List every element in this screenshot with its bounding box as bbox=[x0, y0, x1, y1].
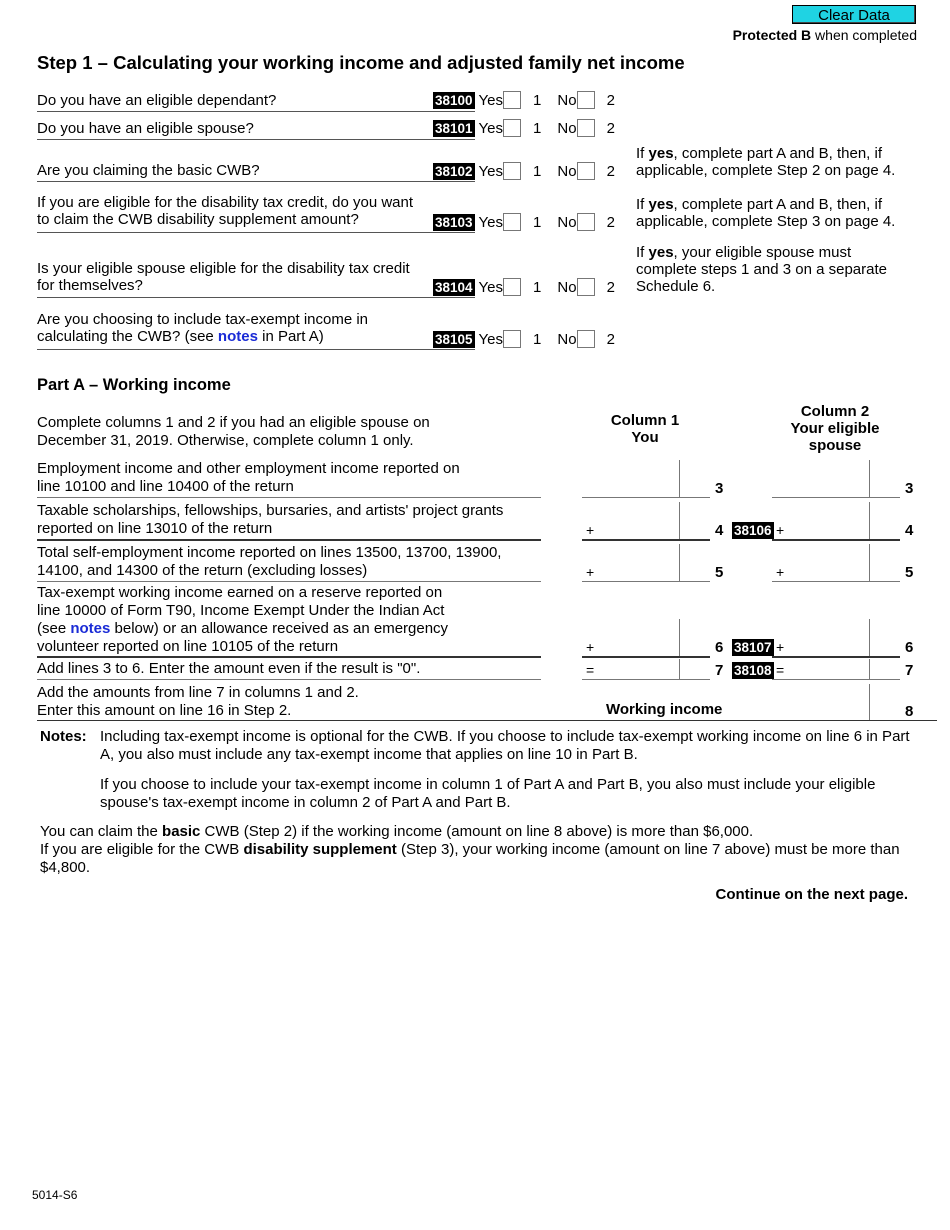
no-value: 2 bbox=[606, 278, 615, 296]
no-label: No bbox=[557, 213, 577, 231]
yes-value: 1 bbox=[533, 119, 542, 137]
question-line: Are you choosing to include tax-exempt income in bbox=[37, 311, 369, 328]
eligibility-text bbox=[40, 823, 920, 877]
plus-operator: + bbox=[776, 564, 785, 580]
line-number: 7 bbox=[715, 662, 724, 679]
yes-label: Yes bbox=[478, 330, 504, 348]
plus-operator: + bbox=[776, 639, 785, 655]
no-label: No bbox=[557, 330, 577, 348]
cents-divider bbox=[679, 659, 680, 679]
hint-bold: yes bbox=[648, 244, 674, 261]
clear-data-button[interactable]: Clear Data bbox=[792, 5, 916, 24]
cents-divider bbox=[679, 502, 680, 539]
yes-no-38102 bbox=[433, 162, 615, 180]
no-label: No bbox=[557, 119, 577, 137]
question-text-38104 bbox=[37, 260, 410, 294]
divider bbox=[37, 297, 475, 298]
line-text: Taxable scholarships, fellowships, bursaries, and artists' project grants bbox=[37, 502, 504, 519]
line8-description bbox=[37, 684, 359, 720]
line-number: 6 bbox=[715, 639, 724, 656]
text: If you are eligible for the CWB bbox=[40, 841, 244, 858]
notes-link[interactable]: notes bbox=[217, 328, 258, 345]
yes-checkbox-38102[interactable] bbox=[503, 162, 521, 180]
line-number: 5 bbox=[715, 564, 724, 581]
yes-label: Yes bbox=[478, 119, 504, 137]
line6-col1-input[interactable] bbox=[582, 619, 710, 658]
continue-next-page: Continue on the next page. bbox=[715, 886, 908, 903]
protected-b-bold: Protected B bbox=[732, 27, 812, 43]
hint-text: If bbox=[636, 196, 649, 213]
notes-label: Notes: bbox=[40, 728, 87, 745]
question-line: for themselves? bbox=[37, 277, 143, 294]
question-line: Is your eligible spouse eligible for the disability tax credit bbox=[37, 260, 410, 277]
line-text: line 10000 of Form T90, Income Exempt Under the Indian Act bbox=[37, 602, 445, 619]
question-line: If you are eligible for the disability tax credit, do you want bbox=[37, 194, 414, 211]
equals-operator: = bbox=[776, 662, 785, 678]
form-id: 5014-S6 bbox=[32, 1188, 78, 1202]
yes-label: Yes bbox=[478, 278, 504, 296]
no-value: 2 bbox=[606, 162, 615, 180]
line4-description bbox=[37, 502, 503, 538]
field-code: 38101 bbox=[435, 120, 473, 136]
question-line: calculating the CWB? (see bbox=[37, 328, 218, 345]
line5-description bbox=[37, 544, 501, 580]
plus-operator: + bbox=[586, 639, 595, 655]
step1-title: Step 1 – Calculating your working income and adjusted family net income bbox=[37, 52, 685, 73]
column1-header bbox=[585, 412, 705, 446]
divider bbox=[37, 581, 541, 582]
line7-col2-input[interactable] bbox=[772, 659, 900, 680]
text: (Step 3), your working income (amount on line 7 above) must be more than $4,800. bbox=[40, 841, 900, 876]
hint-text: If bbox=[636, 145, 649, 162]
no-value: 2 bbox=[606, 330, 615, 348]
divider bbox=[37, 539, 541, 541]
line-text: (see bbox=[37, 620, 71, 637]
protected-b-label bbox=[733, 27, 917, 43]
cents-divider bbox=[679, 619, 680, 656]
hint-text: applicable, complete Step 3 on page 4. bbox=[636, 213, 896, 230]
no-value: 2 bbox=[606, 119, 615, 137]
column-header-line: Column 1 bbox=[610, 412, 680, 429]
line-text: below) or an allowance received as an emergency bbox=[110, 620, 449, 637]
notes-link[interactable]: notes bbox=[70, 620, 111, 637]
divider bbox=[37, 497, 541, 498]
column-header-line: Your eligible bbox=[790, 420, 880, 437]
no-checkbox-38102[interactable] bbox=[577, 162, 595, 180]
field-code: 38107 bbox=[734, 640, 772, 655]
bold-text: disability supplement bbox=[243, 841, 397, 858]
intro-line: December 31, 2019. Otherwise, complete column 1 only. bbox=[37, 432, 414, 449]
part-a-title: Part A – Working income bbox=[37, 376, 231, 394]
question-text-38100: Do you have an eligible dependant? bbox=[37, 92, 277, 109]
question-text-38102: Are you claiming the basic CWB? bbox=[37, 162, 260, 179]
cents-divider bbox=[679, 544, 680, 581]
yes-checkbox-38100[interactable] bbox=[503, 91, 521, 109]
field-code: 38102 bbox=[435, 163, 473, 179]
yes-no-38103 bbox=[433, 213, 615, 231]
column-header-line: Column 2 bbox=[800, 403, 870, 420]
equals-operator: = bbox=[586, 662, 595, 678]
hint-38103 bbox=[636, 196, 895, 230]
hint-bold: yes bbox=[648, 196, 674, 213]
line4-col1-input[interactable] bbox=[582, 502, 710, 541]
divider bbox=[37, 181, 475, 182]
no-checkbox-38100[interactable] bbox=[577, 91, 595, 109]
field-code: 38105 bbox=[435, 331, 473, 347]
plus-operator: + bbox=[586, 522, 595, 538]
line6-col2-input[interactable] bbox=[772, 619, 900, 658]
line-text: Total self-employment income reported on lines 13500, 13700, 13900, bbox=[37, 544, 502, 561]
line-text: Tax-exempt working income earned on a reserve reported on bbox=[37, 584, 443, 601]
field-code: 38106 bbox=[734, 523, 772, 538]
column-header-line: You bbox=[631, 429, 659, 446]
no-value: 2 bbox=[606, 213, 615, 231]
hint-text: complete steps 1 and 3 on a separate bbox=[636, 261, 888, 278]
question-text-38105 bbox=[37, 311, 368, 345]
divider bbox=[37, 720, 937, 721]
line-text: line 10100 and line 10400 of the return bbox=[37, 478, 294, 495]
plus-operator: + bbox=[586, 564, 595, 580]
yes-value: 1 bbox=[533, 213, 542, 231]
yes-no-38100 bbox=[433, 91, 615, 109]
working-income-label: Working income bbox=[606, 701, 723, 718]
line-text: Enter this amount on line 16 in Step 2. bbox=[37, 702, 292, 719]
hint-bold: yes bbox=[648, 145, 674, 162]
question-text-38103 bbox=[37, 194, 413, 228]
field-code: 38100 bbox=[435, 92, 473, 108]
protected-b-rest: when completed bbox=[811, 27, 917, 43]
cents-divider bbox=[869, 619, 870, 656]
line-text: reported on line 13010 of the return bbox=[37, 520, 273, 537]
yes-value: 1 bbox=[533, 330, 542, 348]
field-code: 38104 bbox=[435, 279, 473, 295]
line5-col1-input[interactable] bbox=[582, 544, 710, 582]
no-label: No bbox=[557, 162, 577, 180]
column-header-line: spouse bbox=[808, 437, 862, 454]
line5-col2-input[interactable] bbox=[772, 544, 900, 582]
yes-checkbox-38105[interactable] bbox=[503, 330, 521, 348]
plus-operator: + bbox=[776, 522, 785, 538]
hint-38104 bbox=[636, 244, 887, 295]
yes-no-38104 bbox=[433, 278, 615, 296]
no-checkbox-38101[interactable] bbox=[577, 119, 595, 137]
field-code: 38108 bbox=[734, 663, 772, 678]
text: You can claim the bbox=[40, 823, 163, 840]
hint-text: Schedule 6. bbox=[636, 278, 716, 295]
hint-text: applicable, complete Step 2 on page 4. bbox=[636, 162, 896, 179]
no-checkbox-38105[interactable] bbox=[577, 330, 595, 348]
no-label: No bbox=[557, 91, 577, 109]
note-paragraph: Including tax-exempt income is optional for the CWB. If you choose to include tax-exempt working income on line 6 in Part A, you also must include any tax-exempt income that applies on line 10 in Part B. bbox=[100, 728, 910, 763]
cents-divider bbox=[869, 502, 870, 539]
hint-text: , complete part A and B, then, if bbox=[673, 145, 883, 162]
yes-no-38105 bbox=[433, 330, 615, 348]
question-line: in Part A) bbox=[257, 328, 324, 345]
no-value: 2 bbox=[606, 91, 615, 109]
line-number: 7 bbox=[905, 662, 914, 679]
text: CWB (Step 2) if the working income (amount on line 8 above) is more than $6,000. bbox=[200, 823, 754, 840]
yes-label: Yes bbox=[478, 162, 504, 180]
line7-description: Add lines 3 to 6. Enter the amount even if the result is "0". bbox=[37, 660, 421, 677]
cents-divider bbox=[869, 544, 870, 581]
line-text: Add the amounts from line 7 in columns 1 and 2. bbox=[37, 684, 359, 701]
divider bbox=[37, 656, 541, 658]
line-number: 4 bbox=[715, 522, 724, 539]
divider bbox=[37, 139, 475, 140]
yes-value: 1 bbox=[533, 91, 542, 109]
line3-col2-input[interactable] bbox=[772, 460, 900, 498]
field-code: 38103 bbox=[435, 214, 473, 230]
cents-divider bbox=[869, 460, 870, 497]
no-checkbox-38104[interactable] bbox=[577, 278, 595, 296]
line8-working-income-input[interactable] bbox=[772, 684, 900, 720]
hint-text: , complete part A and B, then, if bbox=[673, 196, 883, 213]
yes-value: 1 bbox=[533, 278, 542, 296]
no-label: No bbox=[557, 278, 577, 296]
question-text-38101: Do you have an eligible spouse? bbox=[37, 120, 254, 137]
yes-value: 1 bbox=[533, 162, 542, 180]
line-number: 8 bbox=[905, 703, 914, 720]
yes-no-38101 bbox=[433, 119, 615, 137]
bold-text: basic bbox=[162, 823, 201, 840]
divider bbox=[37, 679, 541, 680]
line-text: Employment income and other employment income reported on bbox=[37, 460, 460, 477]
line3-col1-input[interactable] bbox=[582, 460, 710, 498]
yes-label: Yes bbox=[478, 91, 504, 109]
line6-description bbox=[37, 584, 448, 656]
yes-checkbox-38104[interactable] bbox=[503, 278, 521, 296]
yes-label: Yes bbox=[478, 213, 504, 231]
line4-col2-input[interactable] bbox=[772, 502, 900, 541]
question-line: to claim the CWB disability supplement amount? bbox=[37, 211, 359, 228]
notes-section bbox=[40, 728, 920, 877]
yes-checkbox-38101[interactable] bbox=[503, 119, 521, 137]
intro-line: Complete columns 1 and 2 if you had an eligible spouse on bbox=[37, 414, 430, 431]
cents-divider bbox=[679, 460, 680, 497]
column2-header bbox=[770, 403, 900, 454]
yes-checkbox-38103[interactable] bbox=[503, 213, 521, 231]
note-paragraph: If you choose to include your tax-exempt income in column 1 of Part A and Part B, you also must include your eligible spouse's tax-exempt income in column 2 of Part A and Part B. bbox=[100, 776, 876, 811]
hint-text: If bbox=[636, 244, 649, 261]
hint-text: , your eligible spouse must bbox=[673, 244, 852, 261]
no-checkbox-38103[interactable] bbox=[577, 213, 595, 231]
cents-divider bbox=[869, 684, 870, 720]
line-text: 14100, and 14300 of the return (excluding losses) bbox=[37, 562, 368, 579]
line3-description bbox=[37, 460, 460, 496]
divider bbox=[37, 232, 475, 233]
divider bbox=[37, 349, 475, 350]
part-a-intro bbox=[37, 414, 430, 450]
line-number: 5 bbox=[905, 564, 914, 581]
divider bbox=[37, 111, 475, 112]
hint-38102 bbox=[636, 145, 895, 179]
line-number: 3 bbox=[715, 480, 724, 497]
line7-col1-input[interactable] bbox=[582, 659, 710, 680]
line-number: 3 bbox=[905, 480, 914, 497]
line-text: volunteer reported on line 10105 of the return bbox=[37, 638, 339, 655]
line-number: 4 bbox=[905, 522, 914, 539]
cents-divider bbox=[869, 659, 870, 679]
line-number: 6 bbox=[905, 639, 914, 656]
